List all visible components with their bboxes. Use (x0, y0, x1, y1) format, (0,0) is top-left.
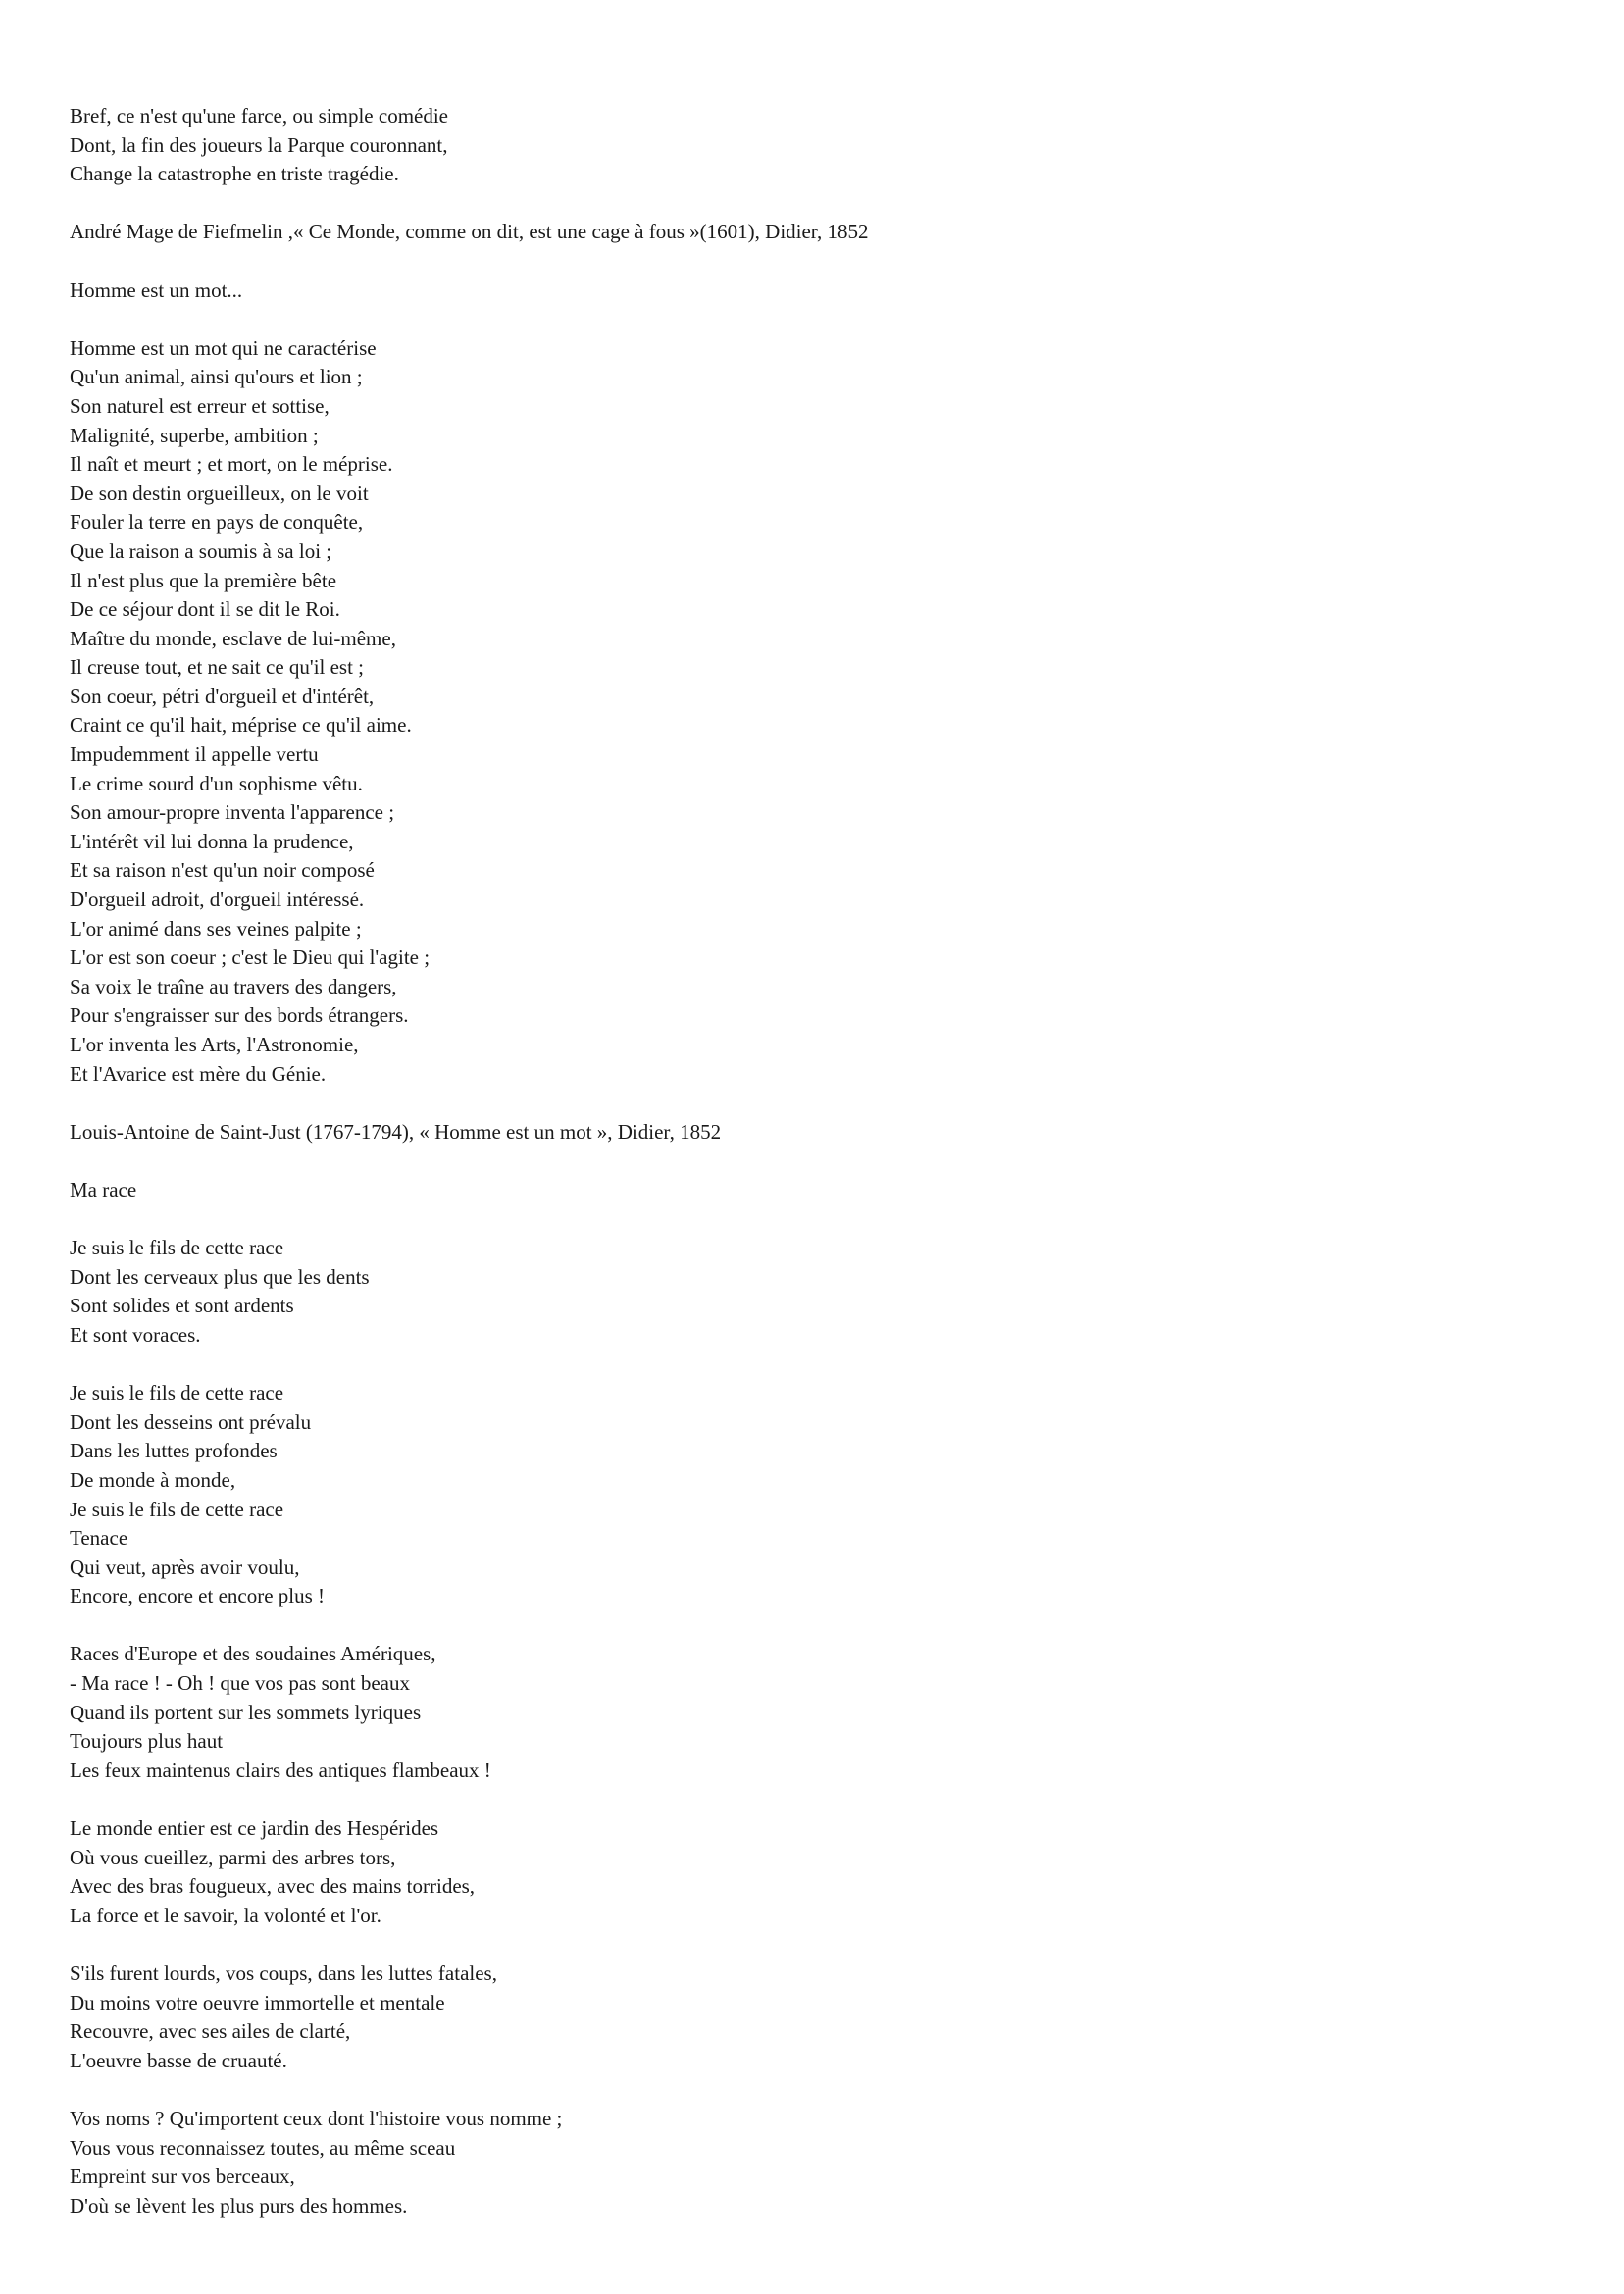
text-line: Où vous cueillez, parmi des arbres tors, (70, 1845, 396, 1869)
text-line: Son naturel est erreur et sottise, (70, 393, 330, 418)
text-line: Toujours plus haut (70, 1729, 224, 1754)
text-line: L'oeuvre basse de cruauté. (70, 2048, 287, 2072)
text-line: Je suis le fils de cette race (70, 1236, 284, 1260)
text-line: S'ils furent lourds, vos coups, dans les luttes fatales, (70, 1962, 497, 1985)
text-line: L'or animé dans ses veines palpite ; (70, 916, 362, 941)
stanza (70, 1814, 1541, 1930)
text-line: La force et le savoir, la volonté et l'or. (70, 1903, 381, 1927)
stanza (70, 102, 1541, 189)
stanza (70, 1379, 1541, 1611)
text-line: Races d'Europe et des soudaines Amériques, (70, 1642, 436, 1666)
text-line: Maître du monde, esclave de lui-même, (70, 626, 396, 650)
text-line: Le crime sourd d'un sophisme vêtu. (70, 771, 363, 795)
text-line: Sa voix le traîne au travers des dangers, (70, 974, 397, 998)
document-page (70, 102, 1541, 2250)
text-line: Quand ils portent sur les sommets lyriques (70, 1700, 422, 1724)
text-line: Encore, encore et encore plus ! (70, 1584, 326, 1608)
text-line: Du moins votre oeuvre immortelle et mentale (70, 1990, 445, 2014)
text-line: D'orgueil adroit, d'orgueil intéressé. (70, 888, 365, 912)
attribution (70, 218, 1541, 247)
text-line: De ce séjour dont il se dit le Roi. (70, 597, 340, 622)
text-line: Sont solides et sont ardents (70, 1294, 294, 1318)
text-line: Empreint sur vos berceaux, (70, 2165, 295, 2189)
text-line: Impudemment il appelle vertu (70, 742, 319, 767)
poem-title (70, 277, 1541, 306)
stanza (70, 334, 1541, 1089)
text-line: De son destin orgueilleux, on le voit (70, 481, 369, 505)
text-line: Je suis le fils de cette race (70, 1497, 284, 1521)
text-line: Dans les luttes profondes (70, 1439, 278, 1463)
text-line: Et sont voraces. (70, 1322, 201, 1347)
text-line: Vos noms ? Qu'importent ceux dont l'histoire vous nomme ; (70, 2106, 563, 2130)
stanza (70, 1960, 1541, 2075)
text-line: André Mage de Fiefmelin ,« Ce Monde, comme on dit, est une cage à fous »(1601), Didier, 1852 (70, 220, 869, 244)
text-line: Dont les cerveaux plus que les dents (70, 1264, 370, 1289)
text-line: Son coeur, pétri d'orgueil et d'intérêt, (70, 684, 375, 708)
text-line: Ma race (70, 1177, 137, 1201)
text-line: Avec des bras fougueux, avec des mains torrides, (70, 1874, 476, 1899)
text-line: Homme est un mot qui ne caractérise (70, 335, 377, 360)
text-line: L'or est son coeur ; c'est le Dieu qui l'agite ; (70, 945, 431, 970)
text-line: - Ma race ! - Oh ! que vos pas sont beaux (70, 1671, 410, 1696)
stanza (70, 1234, 1541, 1350)
text-line: Bref, ce n'est qu'une farce, ou simple comédie (70, 104, 448, 127)
text-line: Il naît et meurt ; et mort, on le méprise. (70, 452, 393, 477)
text-line: L'intérêt vil lui donna la prudence, (70, 829, 354, 853)
text-line: Qui veut, après avoir voulu, (70, 1555, 300, 1579)
text-line: Dont les desseins ont prévalu (70, 1409, 312, 1434)
text-line: Il creuse tout, et ne sait ce qu'il est ; (70, 655, 365, 680)
text-line: Que la raison a soumis à sa loi ; (70, 538, 332, 563)
text-line: Homme est un mot... (70, 278, 243, 302)
attribution (70, 1118, 1541, 1147)
text-line: Il n'est plus que la première bête (70, 568, 337, 592)
text-line: Fouler la terre en pays de conquête, (70, 510, 364, 535)
text-line: Recouvre, avec ses ailes de clarté, (70, 2019, 351, 2044)
poem-title (70, 1176, 1541, 1205)
text-line: Les feux maintenus clairs des antiques flambeaux ! (70, 1758, 491, 1782)
text-line: Je suis le fils de cette race (70, 1381, 284, 1405)
text-line: Son amour-propre inventa l'apparence ; (70, 800, 395, 825)
text-line: Tenace (70, 1526, 128, 1551)
text-line: Craint ce qu'il hait, méprise ce qu'il aime. (70, 713, 412, 738)
text-line: De monde à monde, (70, 1467, 236, 1492)
stanza (70, 1640, 1541, 1785)
text-line: Change la catastrophe en triste tragédie. (70, 162, 399, 186)
text-line: Vous vous reconnaissez toutes, au même sceau (70, 2135, 456, 2160)
text-line: D'où se lèvent les plus purs des hommes. (70, 2193, 408, 2218)
text-line: Et sa raison n'est qu'un noir composé (70, 858, 375, 883)
text-line: Le monde entier est ce jardin des Hespérides (70, 1816, 439, 1841)
text-line: L'or inventa les Arts, l'Astronomie, (70, 1033, 359, 1056)
text-line: Pour s'engraisser sur des bords étrangers. (70, 1003, 409, 1028)
text-line: Malignité, superbe, ambition ; (70, 423, 319, 447)
text-line: Louis-Antoine de Saint-Just (1767-1794), « Homme est un mot », Didier, 1852 (70, 1119, 722, 1144)
stanza (70, 2105, 1541, 2220)
text-line: Dont, la fin des joueurs la Parque couronnant, (70, 132, 448, 157)
text-line: Et l'Avarice est mère du Génie. (70, 1061, 327, 1086)
text-line: Qu'un animal, ainsi qu'ours et lion ; (70, 365, 363, 389)
